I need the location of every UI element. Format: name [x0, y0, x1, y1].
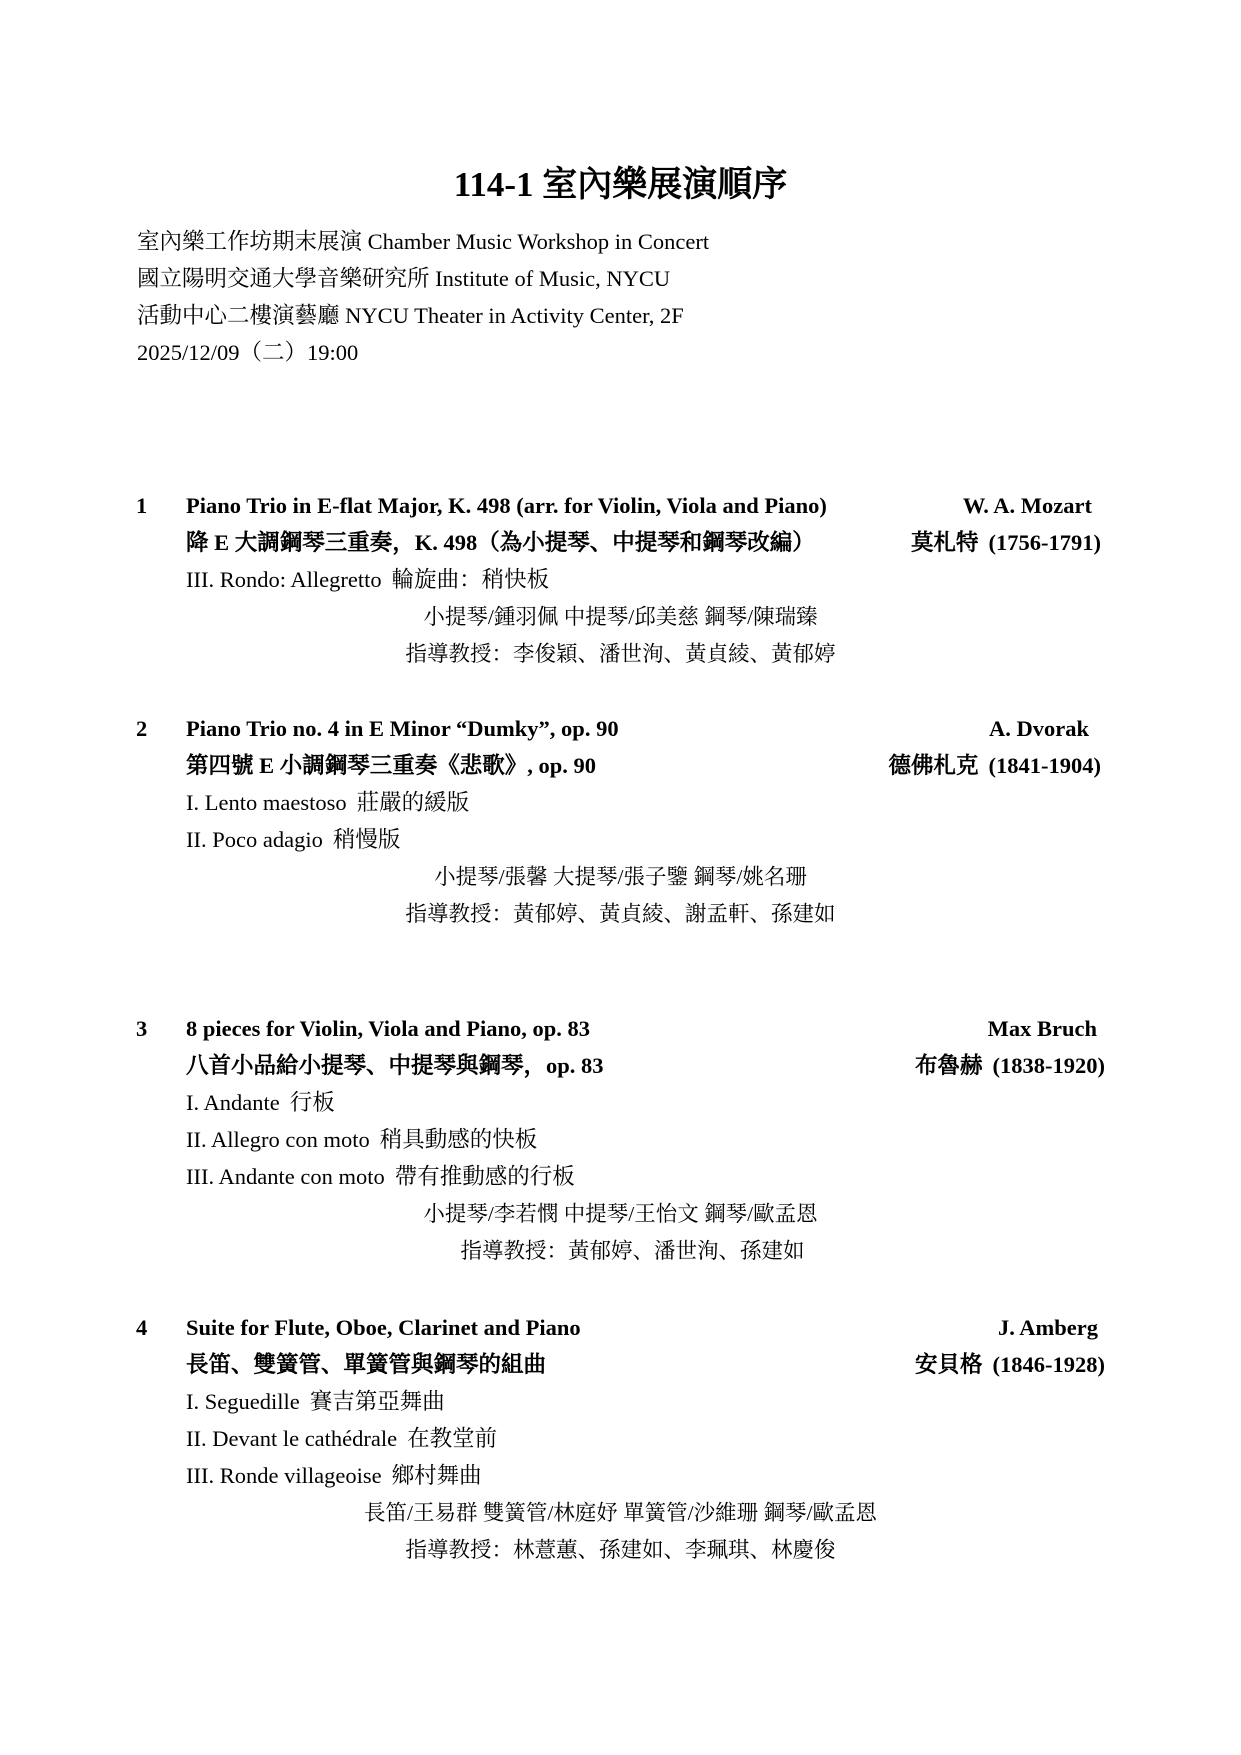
item-performers: 小提琴/鍾羽佩 中提琴/邱美慈 鋼琴/陳瑞臻 — [423, 605, 818, 629]
item-instructors: 指導教授：林薏蕙、孫建如、李珮琪、林慶俊 — [405, 1538, 836, 1562]
movement-en: I. Andante — [186, 1090, 280, 1115]
item-instructors: 指導教授：黃郁婷、黃貞綾、謝孟軒、孫建如 — [405, 902, 836, 926]
item-title-en: Piano Trio in E-flat Major, K. 498 (arr. for Violin, Viola and Piano) — [186, 493, 827, 518]
movement-en: III. Rondo: Allegretto — [186, 567, 382, 592]
item-composer-en: Max Bruch — [987, 1016, 1097, 1041]
item-title-zh: 八首小品給小提琴、中提琴與鋼琴，op. 83 — [186, 1053, 604, 1078]
item-movement — [186, 1161, 575, 1193]
item-number: 4 — [136, 1315, 148, 1340]
item-movement — [186, 564, 549, 596]
header-venue-line: 活動中心二樓演藝廳 NYCU Theater in Activity Center, 2F — [137, 303, 684, 328]
composer-zh-name: 莫札特 — [911, 530, 979, 555]
item-movement — [186, 824, 400, 856]
page-title: 114-1 室內樂展演順序 — [453, 165, 788, 204]
movement-zh: 輪旋曲：稍快板 — [391, 567, 550, 592]
item-title-en: Suite for Flute, Oboe, Clarinet and Piano — [186, 1315, 581, 1340]
item-performers: 小提琴/張馨 大提琴/張子鑒 鋼琴/姚名珊 — [434, 865, 807, 889]
header-event-line: 室內樂工作坊期末展演 Chamber Music Workshop in Concert — [137, 229, 710, 254]
item-title-en: Piano Trio no. 4 in E Minor “Dumky”, op. 90 — [186, 716, 619, 741]
item-composer-zh — [911, 527, 1101, 559]
item-title-zh: 第四號 E 小調鋼琴三重奏《悲歌》, op. 90 — [186, 753, 597, 778]
composer-years: (1846-1928) — [992, 1352, 1105, 1377]
item-composer-zh — [915, 1050, 1105, 1082]
movement-en: III. Ronde villageoise — [186, 1463, 382, 1488]
movement-zh: 帶有推動感的行板 — [394, 1164, 575, 1189]
item-title-zh: 降 E 大調鋼琴三重奏，K. 498（為小提琴、中提琴和鋼琴改編） — [186, 530, 815, 555]
item-title-zh: 長笛、雙簧管、單簧管與鋼琴的組曲 — [186, 1352, 547, 1377]
item-number: 3 — [136, 1016, 148, 1041]
item-movement — [186, 1124, 537, 1156]
movement-zh: 莊嚴的緩版 — [356, 790, 470, 815]
item-performers: 長笛/王易群 雙簧管/林庭妤 單簧管/沙維珊 鋼琴/歐孟恩 — [363, 1501, 878, 1525]
header-date-line: 2025/12/09（二）19:00 — [137, 340, 359, 365]
item-movement — [186, 1386, 445, 1418]
item-composer-en: A. Dvorak — [989, 716, 1089, 741]
item-movement — [186, 1423, 497, 1455]
composer-years: (1841-1904) — [988, 753, 1101, 778]
movement-en: II. Devant le cathédrale — [186, 1426, 398, 1451]
composer-zh-name: 布魯赫 — [915, 1053, 983, 1078]
item-composer-zh — [889, 750, 1102, 782]
movement-en: I. Seguedille — [186, 1389, 300, 1414]
composer-zh-name: 德佛札克 — [888, 753, 979, 778]
item-performers: 小提琴/李若憫 中提琴/王怡文 鋼琴/歐孟恩 — [423, 1202, 818, 1226]
movement-zh: 賽吉第亞舞曲 — [309, 1389, 445, 1414]
movement-zh: 鄉村舞曲 — [391, 1463, 482, 1488]
movement-zh: 行板 — [289, 1090, 335, 1115]
item-composer-en: J. Amberg — [998, 1315, 1098, 1340]
item-composer-zh — [915, 1349, 1105, 1381]
movement-en: II. Allegro con moto — [186, 1127, 370, 1152]
item-movement — [186, 1460, 482, 1492]
movement-en: I. Lento maestoso — [186, 790, 347, 815]
item-number: 1 — [136, 493, 148, 518]
item-number: 2 — [136, 716, 148, 741]
movement-zh: 在教堂前 — [407, 1426, 498, 1451]
item-instructors: 指導教授：李俊穎、潘世洵、黃貞綾、黃郁婷 — [405, 642, 836, 666]
composer-years: (1756-1791) — [988, 530, 1101, 555]
movement-zh: 稍慢版 — [332, 827, 401, 852]
item-movement — [186, 787, 469, 819]
item-instructors: 指導教授：黃郁婷、潘世洵、孫建如 — [460, 1239, 805, 1263]
movement-en: II. Poco adagio — [186, 827, 323, 852]
item-composer-en: W. A. Mozart — [962, 493, 1092, 518]
item-title-en: 8 pieces for Violin, Viola and Piano, op. 83 — [186, 1016, 591, 1041]
composer-years: (1838-1920) — [992, 1053, 1105, 1078]
header-institute-line: 國立陽明交通大學音樂研究所 Institute of Music, NYCU — [137, 266, 671, 291]
item-movement — [186, 1087, 335, 1119]
movement-zh: 稍具動感的快板 — [379, 1127, 538, 1152]
composer-zh-name: 安貝格 — [915, 1352, 983, 1377]
movement-en: III. Andante con moto — [186, 1164, 385, 1189]
